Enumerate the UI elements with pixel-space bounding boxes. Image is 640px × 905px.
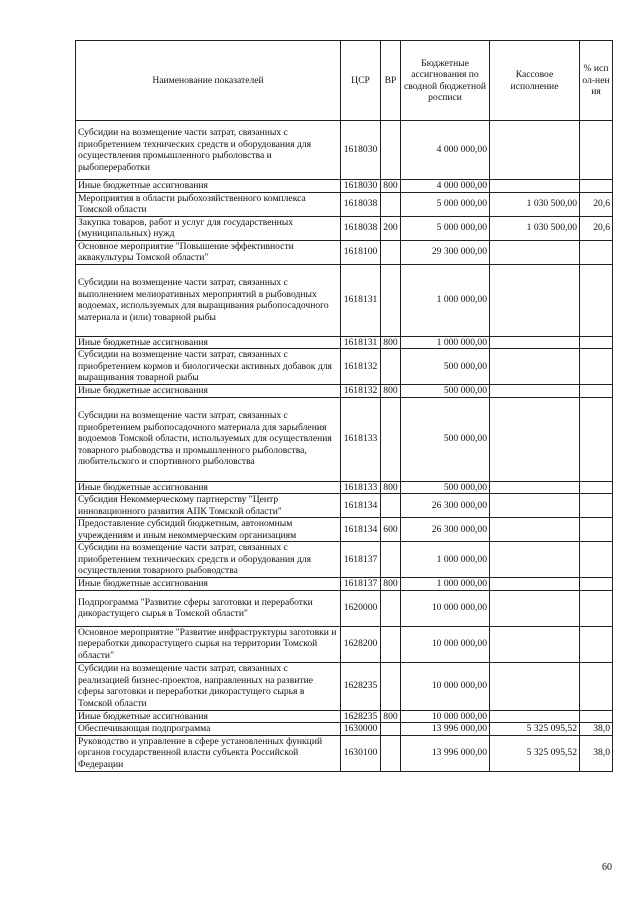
- cell-exec: [490, 578, 580, 591]
- cell-name: Иные бюджетные ассигнования: [76, 710, 341, 723]
- cell-pct: [580, 264, 613, 336]
- cell-vr: 800: [381, 180, 401, 193]
- cell-vr: 800: [381, 385, 401, 398]
- header-plan: Бюджетные ассигнования по сводной бюджетной росписи: [401, 41, 490, 121]
- cell-plan: 13 996 000,00: [401, 735, 490, 771]
- table-row: [76, 349, 613, 385]
- cell-exec: [490, 710, 580, 723]
- cell-vr: 800: [381, 336, 401, 349]
- cell-csr: 1618133: [341, 481, 381, 494]
- cell-exec: [490, 264, 580, 336]
- cell-exec: [490, 240, 580, 264]
- cell-vr: [381, 264, 401, 336]
- cell-plan: 4 000 000,00: [401, 121, 490, 180]
- cell-name: Мероприятия в области рыбохозяйственного комплекса Томской области: [76, 192, 341, 216]
- table-row: [76, 518, 613, 542]
- cell-pct: [580, 349, 613, 385]
- cell-pct: [580, 385, 613, 398]
- cell-exec: [490, 590, 580, 626]
- cell-exec: 1 030 500,00: [490, 192, 580, 216]
- cell-name: Субсидии на возмещение части затрат, связанных с приобретением технических средств и оборудования для осуществления промышленного рыболовства и рыбопереработки: [76, 121, 341, 180]
- cell-csr: 1630100: [341, 735, 381, 771]
- cell-plan: 1 000 000,00: [401, 336, 490, 349]
- cell-plan: 500 000,00: [401, 349, 490, 385]
- cell-csr: 1628235: [341, 662, 381, 710]
- cell-vr: [381, 626, 401, 662]
- cell-exec: [490, 385, 580, 398]
- cell-vr: 600: [381, 518, 401, 542]
- cell-exec: [490, 542, 580, 578]
- cell-name: Иные бюджетные ассигнования: [76, 578, 341, 591]
- cell-exec: [490, 349, 580, 385]
- header-name: Наименование показателей: [76, 41, 341, 121]
- table-row: [76, 542, 613, 578]
- cell-csr: 1618134: [341, 518, 381, 542]
- cell-plan: 4 000 000,00: [401, 180, 490, 193]
- table-row: [76, 590, 613, 626]
- cell-plan: 1 000 000,00: [401, 578, 490, 591]
- cell-pct: [580, 662, 613, 710]
- cell-vr: 200: [381, 216, 401, 240]
- cell-name: Руководство и управление в сфере установленных функций органов государственной власти субъекта Российской Федерации: [76, 735, 341, 771]
- cell-exec: 1 030 500,00: [490, 216, 580, 240]
- table-row: [76, 192, 613, 216]
- header-pct: % испол-нения: [580, 41, 613, 121]
- cell-csr: 1628235: [341, 710, 381, 723]
- cell-vr: [381, 121, 401, 180]
- cell-exec: 5 325 095,52: [490, 735, 580, 771]
- cell-name: Субсидии на возмещение части затрат, связанных с приобретением технических средств и оборудования для осуществления товарного рыбоводства: [76, 542, 341, 578]
- cell-csr: 1618133: [341, 397, 381, 481]
- cell-plan: 500 000,00: [401, 481, 490, 494]
- cell-pct: [580, 180, 613, 193]
- table-row: [76, 710, 613, 723]
- header-csr: ЦСР: [341, 41, 381, 121]
- cell-vr: [381, 349, 401, 385]
- cell-vr: [381, 397, 401, 481]
- cell-name: Обеспечивающая подпрограмма: [76, 723, 341, 736]
- cell-csr: 1618038: [341, 192, 381, 216]
- cell-csr: 1618137: [341, 542, 381, 578]
- cell-exec: [490, 481, 580, 494]
- cell-name: Предоставление субсидий бюджетным, автономным учреждениям и иным некоммерческим организациям: [76, 518, 341, 542]
- cell-csr: 1618030: [341, 180, 381, 193]
- table-row: [76, 723, 613, 736]
- cell-plan: 5 000 000,00: [401, 216, 490, 240]
- table-row: [76, 481, 613, 494]
- cell-vr: 800: [381, 710, 401, 723]
- cell-csr: 1618131: [341, 264, 381, 336]
- table-row: [76, 240, 613, 264]
- cell-exec: [490, 121, 580, 180]
- table-row: [76, 121, 613, 180]
- cell-csr: 1620000: [341, 590, 381, 626]
- cell-csr: 1618132: [341, 385, 381, 398]
- cell-exec: [490, 336, 580, 349]
- cell-csr: 1628200: [341, 626, 381, 662]
- cell-pct: [580, 481, 613, 494]
- cell-exec: [490, 180, 580, 193]
- cell-exec: [490, 662, 580, 710]
- cell-vr: [381, 590, 401, 626]
- cell-exec: [490, 518, 580, 542]
- cell-pct: [580, 397, 613, 481]
- cell-name: Субсидии на возмещение части затрат, связанных с выполнением мелиоративных мероприятий в рыбоводных водоемах, используемых для выращивания рыбопосадочного материала и (или) товарной рыбы: [76, 264, 341, 336]
- cell-csr: 1618134: [341, 494, 381, 518]
- cell-csr: 1618038: [341, 216, 381, 240]
- cell-name: Основное мероприятие "Развитие инфраструктуры заготовки и переработки дикорастущего сырья на территории Томской области": [76, 626, 341, 662]
- table-row: [76, 180, 613, 193]
- page-number: 60: [602, 862, 612, 873]
- cell-pct: [580, 626, 613, 662]
- cell-vr: [381, 723, 401, 736]
- cell-pct: [580, 518, 613, 542]
- cell-csr: 1630000: [341, 723, 381, 736]
- table-row: [76, 662, 613, 710]
- cell-csr: 1618131: [341, 336, 381, 349]
- cell-csr: 1618132: [341, 349, 381, 385]
- cell-name: Основное мероприятие "Повышение эффективности аквакультуры Томской области": [76, 240, 341, 264]
- cell-exec: 5 325 095,52: [490, 723, 580, 736]
- cell-pct: [580, 710, 613, 723]
- cell-plan: 1 000 000,00: [401, 264, 490, 336]
- cell-vr: [381, 494, 401, 518]
- table-header-row: [76, 41, 613, 121]
- table-row: [76, 216, 613, 240]
- cell-vr: [381, 240, 401, 264]
- cell-plan: 10 000 000,00: [401, 662, 490, 710]
- cell-name: Иные бюджетные ассигнования: [76, 336, 341, 349]
- cell-name: Иные бюджетные ассигнования: [76, 180, 341, 193]
- cell-exec: [490, 626, 580, 662]
- cell-pct: [580, 336, 613, 349]
- cell-name: Иные бюджетные ассигнования: [76, 385, 341, 398]
- cell-name: Закупка товаров, работ и услуг для государственных (муниципальных) нужд: [76, 216, 341, 240]
- cell-vr: [381, 662, 401, 710]
- table-row: [76, 264, 613, 336]
- table-row: [76, 578, 613, 591]
- cell-plan: 10 000 000,00: [401, 626, 490, 662]
- table-row: [76, 336, 613, 349]
- budget-execution-table: [75, 40, 613, 772]
- cell-csr: 1618030: [341, 121, 381, 180]
- cell-name: Субсидии на возмещение части затрат, связанных с приобретением рыбопосадочного материала для зарыбления водоемов Томской области, используемых для осуществления товарного рыбоводства и промышленного рыболовства, любительского и спортивного рыболовства: [76, 397, 341, 481]
- cell-plan: 13 996 000,00: [401, 723, 490, 736]
- table-body: [76, 121, 613, 772]
- cell-pct: [580, 578, 613, 591]
- cell-vr: 800: [381, 578, 401, 591]
- cell-pct: [580, 121, 613, 180]
- cell-name: Подпрограмма "Развитие сферы заготовки и переработки дикорастущего сырья в Томской области": [76, 590, 341, 626]
- cell-name: Иные бюджетные ассигнования: [76, 481, 341, 494]
- cell-pct: [580, 494, 613, 518]
- cell-pct: 20,6: [580, 216, 613, 240]
- cell-pct: [580, 240, 613, 264]
- table-row: [76, 385, 613, 398]
- cell-pct: [580, 590, 613, 626]
- cell-csr: 1618100: [341, 240, 381, 264]
- cell-vr: [381, 192, 401, 216]
- cell-plan: 10 000 000,00: [401, 590, 490, 626]
- cell-pct: 38,0: [580, 723, 613, 736]
- cell-plan: 26 300 000,00: [401, 494, 490, 518]
- cell-plan: 500 000,00: [401, 385, 490, 398]
- cell-plan: 500 000,00: [401, 397, 490, 481]
- cell-vr: [381, 542, 401, 578]
- table-row: [76, 397, 613, 481]
- cell-plan: 26 300 000,00: [401, 518, 490, 542]
- cell-vr: [381, 735, 401, 771]
- header-exec: Кассовое исполнение: [490, 41, 580, 121]
- cell-pct: 38,0: [580, 735, 613, 771]
- table-row: [76, 494, 613, 518]
- cell-name: Субсидии на возмещение части затрат, связанных с реализацией бизнес-проектов, направленных на развитие сферы заготовки и переработки дикорастущего сырья в Томской области: [76, 662, 341, 710]
- cell-pct: [580, 542, 613, 578]
- cell-plan: 29 300 000,00: [401, 240, 490, 264]
- table-row: [76, 626, 613, 662]
- cell-plan: 1 000 000,00: [401, 542, 490, 578]
- cell-csr: 1618137: [341, 578, 381, 591]
- cell-exec: [490, 397, 580, 481]
- cell-name: Субсидия Некоммерческому партнерству "Центр инновационного развития АПК Томской области": [76, 494, 341, 518]
- table-row: [76, 735, 613, 771]
- cell-vr: 800: [381, 481, 401, 494]
- cell-exec: [490, 494, 580, 518]
- cell-plan: 5 000 000,00: [401, 192, 490, 216]
- header-vr: ВР: [381, 41, 401, 121]
- cell-pct: 20,6: [580, 192, 613, 216]
- cell-name: Субсидии на возмещение части затрат, связанных с приобретением кормов и биологически активных добавок для выращивания товарной рыбы: [76, 349, 341, 385]
- cell-plan: 10 000 000,00: [401, 710, 490, 723]
